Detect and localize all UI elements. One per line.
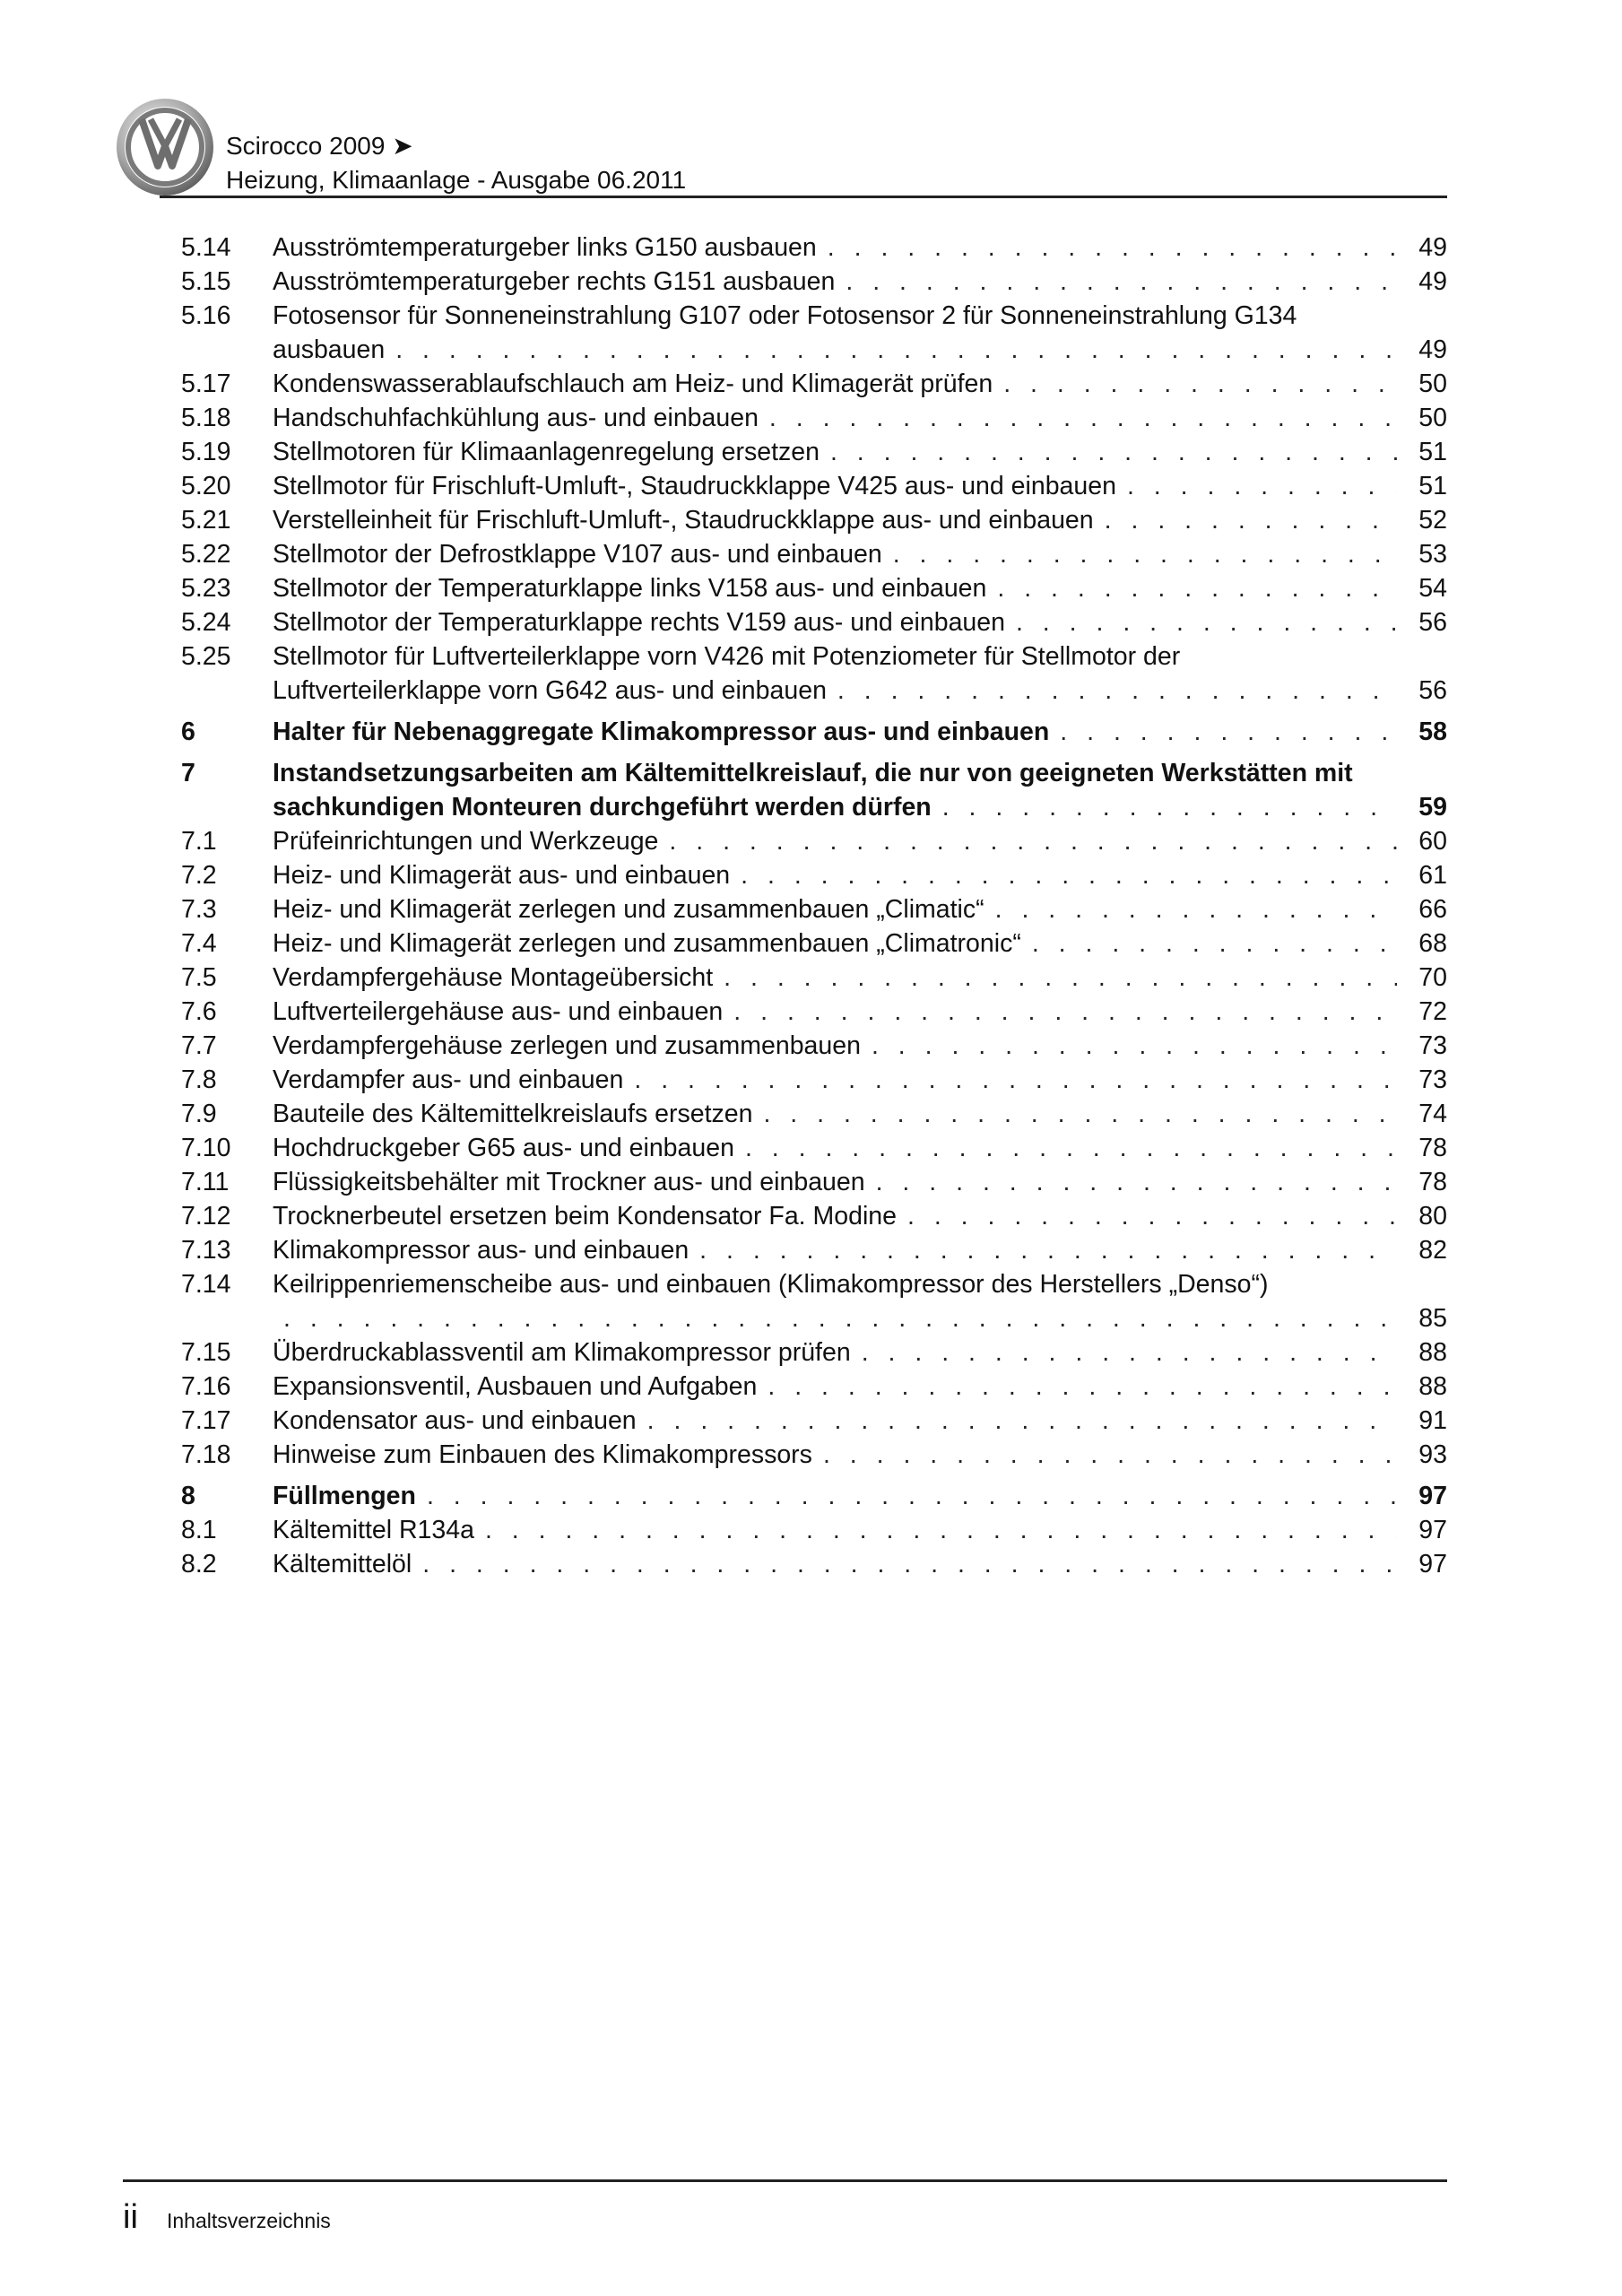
toc-entry-number: 7.9	[181, 1100, 217, 1128]
toc-page-number: 51	[1418, 472, 1447, 500]
dot-leader	[741, 858, 1397, 892]
toc-entry-title: Verdampfergehäuse Montageübersicht	[273, 963, 714, 992]
toc-entry-title: ausbauen	[273, 335, 386, 364]
toc-entry-number: 5.21	[181, 506, 231, 535]
toc-chapter-entry[interactable]	[181, 756, 1447, 824]
toc-entry[interactable]	[181, 1131, 1447, 1165]
toc-entry[interactable]	[181, 571, 1447, 605]
toc-entry-title: Stellmotor der Temperaturklappe rechts V159 aus- und einbauen	[273, 608, 1005, 637]
dot-leader	[634, 1063, 1397, 1097]
toc-entry-title: Flüssigkeitsbehälter mit Trockner aus- und einbauen	[273, 1168, 865, 1196]
toc-entry-title: Luftverteilergehäuse aus- und einbauen	[273, 997, 724, 1026]
toc-chapter-entry[interactable]	[181, 715, 1447, 749]
toc-page-number: 91	[1418, 1406, 1447, 1435]
toc-entry-number: 5.24	[181, 608, 231, 637]
toc-entry-number: 5.15	[181, 267, 231, 296]
toc-entry-number: 7.18	[181, 1440, 231, 1469]
toc-entry[interactable]	[181, 1335, 1447, 1370]
toc-page-number: 72	[1418, 997, 1447, 1026]
dot-leader	[862, 1335, 1397, 1370]
toc-page-number: 61	[1418, 861, 1447, 890]
toc-entry[interactable]	[181, 1267, 1447, 1335]
toc-entry[interactable]	[181, 1513, 1447, 1547]
toc-entry-title-line: Fotosensor für Sonneneinstrahlung G107 oder Fotosensor 2 für Sonneneinstrahlung G134	[273, 301, 1297, 330]
toc-entry-number: 8.1	[181, 1516, 217, 1544]
toc-entry-number: 8.2	[181, 1550, 217, 1578]
toc-entry-title: Verdampfer aus- und einbauen	[273, 1065, 624, 1094]
toc-page-number: 58	[1418, 718, 1447, 746]
toc-entry[interactable]	[181, 605, 1447, 639]
toc-entry[interactable]	[181, 299, 1447, 367]
toc-entry[interactable]	[181, 639, 1447, 708]
toc-page-number: 97	[1418, 1482, 1447, 1510]
toc-entry-number: 7.15	[181, 1338, 231, 1367]
dot-leader	[422, 1547, 1397, 1581]
toc-page-number: 93	[1418, 1440, 1447, 1469]
dot-leader	[647, 1404, 1397, 1438]
dot-leader	[823, 1438, 1397, 1472]
dot-leader	[395, 333, 1397, 367]
toc-entry-title: Prüfeinrichtungen und Werkzeuge	[273, 827, 659, 856]
toc-page-number: 88	[1418, 1372, 1447, 1401]
toc-entry-number: 7.3	[181, 895, 217, 924]
toc-entry[interactable]	[181, 537, 1447, 571]
toc-page-number: 50	[1418, 370, 1447, 398]
dot-leader	[830, 435, 1397, 469]
toc-entry[interactable]	[181, 469, 1447, 503]
toc-entry-number: 5.19	[181, 438, 231, 466]
footer-divider	[123, 2179, 1447, 2182]
toc-entry[interactable]	[181, 1438, 1447, 1472]
toc-entry-title: Stellmotor der Defrostklappe V107 aus- und einbauen	[273, 540, 882, 569]
toc-entry-title: Füllmengen	[273, 1482, 416, 1510]
page-number: ii	[123, 2198, 138, 2236]
toc-entry-title: Überdruckablassventil am Klimakompressor prüfen	[273, 1338, 851, 1367]
toc-page-number: 74	[1418, 1100, 1447, 1128]
toc-entry-number: 7.10	[181, 1134, 231, 1162]
toc-entry-number: 5.20	[181, 472, 231, 500]
dot-leader	[942, 790, 1397, 824]
dot-leader	[893, 537, 1397, 571]
toc-entry-title: Luftverteilerklappe vorn G642 aus- und einbauen	[273, 676, 827, 705]
dot-leader	[769, 401, 1397, 435]
toc-page-number: 54	[1418, 574, 1447, 603]
dot-leader	[997, 571, 1397, 605]
toc-entry-number: 5.16	[181, 301, 231, 330]
toc-page-number: 78	[1418, 1168, 1447, 1196]
toc-entry[interactable]	[181, 401, 1447, 435]
vw-logo-icon	[115, 97, 215, 197]
footer-section-label: Inhaltsverzeichnis	[167, 2209, 331, 2232]
toc-entry[interactable]	[181, 995, 1447, 1029]
toc-entry-number: 6	[181, 718, 195, 746]
toc-page-number: 80	[1418, 1202, 1447, 1231]
document-subtitle: Heizung, Klimaanlage - Ausgabe 06.2011	[226, 166, 687, 194]
dot-leader	[1003, 367, 1397, 401]
toc-entry-title: Kondensator aus- und einbauen	[273, 1406, 637, 1435]
toc-page-number: 49	[1418, 335, 1447, 364]
toc-entry-title: Ausströmtemperaturgeber rechts G151 ausbauen	[273, 267, 836, 296]
dot-leader	[1016, 605, 1397, 639]
toc-page-number: 73	[1418, 1031, 1447, 1060]
toc-page-number: 51	[1418, 438, 1447, 466]
toc-entry-title: Kältemittel R134a	[273, 1516, 474, 1544]
toc-entry-number: 7.14	[181, 1270, 231, 1299]
toc-page-number: 66	[1418, 895, 1447, 924]
toc-entry[interactable]	[181, 1370, 1447, 1404]
toc-entry-title: Hinweise zum Einbauen des Klimakompressors	[273, 1440, 812, 1469]
toc-entry[interactable]	[181, 1165, 1447, 1199]
dot-leader	[837, 674, 1397, 708]
toc-page-number: 70	[1418, 963, 1447, 992]
toc-entry[interactable]	[181, 961, 1447, 995]
toc-entry-number: 7	[181, 759, 195, 787]
toc-entry-title: Handschuhfachkühlung aus- und einbauen	[273, 404, 759, 432]
toc-entry[interactable]	[181, 230, 1447, 265]
dot-leader	[733, 995, 1397, 1029]
toc-page-number: 59	[1418, 793, 1447, 822]
toc-entry-title: Stellmotor der Temperaturklappe links V158 aus- und einbauen	[273, 574, 987, 603]
toc-entry-number: 5.22	[181, 540, 231, 569]
document-title: Scirocco 2009 ➤	[226, 132, 413, 160]
toc-page-number: 50	[1418, 404, 1447, 432]
dot-leader	[846, 265, 1397, 299]
toc-page-number: 78	[1418, 1134, 1447, 1162]
header-divider	[160, 196, 1447, 198]
dot-leader	[1127, 469, 1397, 503]
toc-entry-title: Verstelleinheit für Frischluft-Umluft-, Staudruckklappe aus- und einbauen	[273, 506, 1094, 535]
toc-entry-number: 7.11	[181, 1168, 230, 1196]
toc-entry-title: Hochdruckgeber G65 aus- und einbauen	[273, 1134, 734, 1162]
toc-entry-number: 7.2	[181, 861, 217, 890]
toc-entry-number: 7.1	[181, 827, 217, 856]
toc-page-number: 56	[1418, 608, 1447, 637]
toc-entry-number: 7.13	[181, 1236, 231, 1265]
toc-page-number: 85	[1418, 1304, 1447, 1333]
toc-entry-title: Stellmotor für Frischluft-Umluft-, Staudruckklappe V425 aus- und einbauen	[273, 472, 1116, 500]
toc-entry[interactable]	[181, 1404, 1447, 1438]
toc-entry[interactable]	[181, 824, 1447, 858]
toc-entry-title: Expansionsventil, Ausbauen und Aufgaben	[273, 1372, 758, 1401]
toc-entry-number: 5.14	[181, 233, 231, 262]
dot-leader	[485, 1513, 1397, 1547]
dot-leader	[995, 892, 1397, 926]
toc-entry[interactable]	[181, 858, 1447, 892]
dot-leader	[1105, 503, 1397, 537]
dot-leader	[763, 1097, 1397, 1131]
toc-entry-title-line: Keilrippenriemenscheibe aus- und einbauen (Klimakompressor des Herstellers „Denso“)	[273, 1270, 1269, 1299]
dot-leader	[872, 1029, 1397, 1063]
toc-page-number: 88	[1418, 1338, 1447, 1367]
toc-entry[interactable]	[181, 1199, 1447, 1233]
toc-entry[interactable]	[181, 367, 1447, 401]
toc-entry-number: 7.4	[181, 929, 217, 958]
toc-entry-number: 7.5	[181, 963, 217, 992]
toc-entry[interactable]	[181, 926, 1447, 961]
toc-entry-title: Kältemittelöl	[273, 1550, 412, 1578]
dot-leader	[907, 1199, 1397, 1233]
toc-entry-number: 7.16	[181, 1372, 231, 1401]
toc-entry-title: Stellmotoren für Klimaanlagenregelung ersetzen	[273, 438, 820, 466]
dot-leader	[1060, 715, 1397, 749]
toc-page-number: 60	[1418, 827, 1447, 856]
toc-entry-number: 5.25	[181, 642, 231, 671]
toc-entry-title: Heiz- und Klimagerät aus- und einbauen	[273, 861, 731, 890]
toc-entry-title: sachkundigen Monteuren durchgeführt werden dürfen	[273, 793, 932, 822]
toc-entry-title: Verdampfergehäuse zerlegen und zusammenbauen	[273, 1031, 861, 1060]
toc-entry[interactable]	[181, 892, 1447, 926]
toc-entry-number: 7.17	[181, 1406, 231, 1435]
table-of-contents	[181, 230, 1447, 1581]
toc-page-number: 68	[1418, 929, 1447, 958]
toc-entry-title: Heiz- und Klimagerät zerlegen und zusammenbauen „Climatronic“	[273, 929, 1021, 958]
toc-entry[interactable]	[181, 265, 1447, 299]
toc-entry-number: 5.18	[181, 404, 231, 432]
toc-entry[interactable]	[181, 1233, 1447, 1267]
dot-leader	[427, 1479, 1397, 1513]
toc-entry-title: Heiz- und Klimagerät zerlegen und zusammenbauen „Climatic“	[273, 895, 984, 924]
toc-entry-title: Klimakompressor aus- und einbauen	[273, 1236, 690, 1265]
toc-page-number: 52	[1418, 506, 1447, 535]
toc-entry[interactable]	[181, 1029, 1447, 1063]
toc-entry[interactable]	[181, 1063, 1447, 1097]
dot-leader	[745, 1131, 1397, 1165]
toc-entry-title: Ausströmtemperaturgeber links G150 ausbauen	[273, 233, 817, 262]
dot-leader	[876, 1165, 1397, 1199]
toc-entry-number: 7.12	[181, 1202, 231, 1231]
dot-leader	[1032, 926, 1397, 961]
toc-page-number: 53	[1418, 540, 1447, 569]
dot-leader	[828, 230, 1397, 265]
toc-entry[interactable]	[181, 1547, 1447, 1581]
toc-entry-number: 7.7	[181, 1031, 217, 1060]
dot-leader	[283, 1301, 1397, 1335]
toc-entry-number: 8	[181, 1482, 195, 1510]
toc-chapter-entry[interactable]	[181, 1479, 1447, 1513]
toc-page-number: 97	[1418, 1550, 1447, 1578]
toc-entry[interactable]	[181, 503, 1447, 537]
toc-entry-number: 7.8	[181, 1065, 217, 1094]
dot-leader	[699, 1233, 1397, 1267]
toc-entry-title: Trocknerbeutel ersetzen beim Kondensator Fa. Modine	[273, 1202, 897, 1231]
toc-page-number: 49	[1418, 233, 1447, 262]
dot-leader	[669, 824, 1397, 858]
toc-entry-title: Bauteile des Kältemittelkreislaufs ersetzen	[273, 1100, 753, 1128]
toc-page-number: 49	[1418, 267, 1447, 296]
toc-entry-number: 5.23	[181, 574, 231, 603]
toc-entry-number: 7.6	[181, 997, 217, 1026]
toc-page-number: 97	[1418, 1516, 1447, 1544]
toc-entry[interactable]	[181, 1097, 1447, 1131]
toc-page-number: 56	[1418, 676, 1447, 705]
toc-page-number: 73	[1418, 1065, 1447, 1094]
toc-entry[interactable]	[181, 435, 1447, 469]
dot-leader	[724, 961, 1397, 995]
toc-entry-title-line: Instandsetzungsarbeiten am Kältemittelkreislauf, die nur von geeigneten Werkstätten mit	[273, 759, 1353, 787]
toc-entry-number: 5.17	[181, 370, 231, 398]
dot-leader	[768, 1370, 1397, 1404]
toc-entry-title: Kondenswasserablaufschlauch am Heiz- und Klimagerät prüfen	[273, 370, 993, 398]
toc-page-number: 82	[1418, 1236, 1447, 1265]
toc-entry-title: Halter für Nebenaggregate Klimakompressor aus- und einbauen	[273, 718, 1050, 746]
toc-entry-title-line: Stellmotor für Luftverteilerklappe vorn V426 mit Potenziometer für Stellmotor der	[273, 642, 1181, 671]
